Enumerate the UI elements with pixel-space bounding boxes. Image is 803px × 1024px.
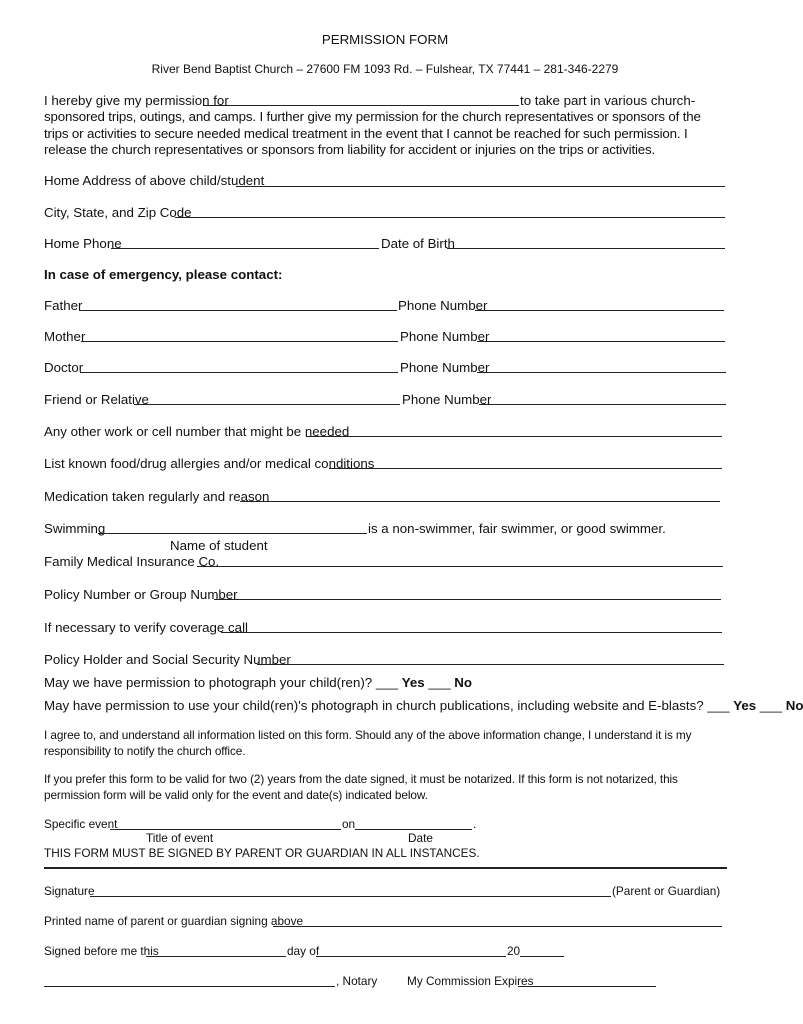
commission-expires-label: My Commission Expires [407,974,534,988]
notary-paragraph: If you prefer this form to be valid for two (2) years from the date signed, it must be notarized. If this form is not notarized, this permission form will be valid only for the event and date(s) indicated below. [44,772,678,802]
swimming-label: Swimming [44,521,106,536]
date-of-birth-label: Date of Birth [381,236,455,251]
allergies-label: List known food/drug allergies and/or medical conditions [44,456,375,471]
insurance-field[interactable] [197,566,723,567]
photo-use-no-label: No [785,698,803,713]
event-title-field[interactable] [110,829,341,830]
doctor-field[interactable] [80,372,398,373]
church-info: River Bend Baptist Church – 27600 FM 1093 Rd. – Fulshear, TX 77441 – 281-346-2279 [151,62,619,76]
parent-guardian-caption: (Parent or Guardian) [612,884,721,898]
allergies-field[interactable] [329,468,722,469]
photo-use-question-text: May have permission to use your child(ren)'s photograph in church publications, including website and E-blasts? [44,698,704,713]
father-phone-field[interactable] [475,310,724,311]
doctor-phone-field[interactable] [477,372,726,373]
day-of-label: day of [287,944,320,958]
home-address-label: Home Address of above child/student [44,173,265,188]
must-sign-notice: THIS FORM MUST BE SIGNED BY PARENT OR GUARDIAN IN ALL INSTANCES. [44,846,480,860]
photo-use-question [44,698,803,714]
intro-start: I hereby give my permission for [44,93,229,108]
date-of-birth-field[interactable] [447,248,725,249]
date-caption: Date [408,831,433,845]
photo-use-yes-label: Yes [733,698,757,713]
home-phone-label: Home Phone [44,236,122,251]
title-of-event-caption: Title of event [146,831,214,845]
mother-field[interactable] [81,341,398,342]
notary-label: , Notary [336,974,378,988]
on-label: on [342,817,356,831]
photo-no-blank[interactable]: ___ [428,675,451,690]
mother-phone-label: Phone Number [400,329,490,344]
medication-label: Medication taken regularly and reason [44,489,270,504]
friend-label: Friend or Relative [44,392,149,407]
other-number-label: Any other work or cell number that might be needed [44,424,350,439]
notary-signature-field[interactable] [44,986,335,987]
city-state-zip-label: City, State, and Zip Code [44,205,192,220]
divider [44,867,727,869]
friend-field[interactable] [134,404,400,405]
medication-field[interactable] [240,501,720,502]
photo-use-yes-blank[interactable]: ___ [707,698,730,713]
signed-month-field[interactable] [316,956,506,957]
other-number-field[interactable] [306,436,722,437]
verify-call-field[interactable] [221,632,722,633]
printed-name-label: Printed name of parent or guardian signing above [44,914,304,928]
specific-event-label: Specific event [44,817,118,831]
swimming-end-label: is a non-swimmer, fair swimmer, or good swimmer. [368,521,666,536]
doctor-phone-label: Phone Number [400,360,490,375]
friend-phone-label: Phone Number [402,392,492,407]
signature-field[interactable] [90,896,611,897]
city-state-zip-field[interactable] [175,217,725,218]
intro-end: to take part in various church- [520,93,696,108]
photo-yes-label: Yes [401,675,425,690]
photo-question [44,675,472,691]
photo-yes-blank[interactable]: ___ [375,675,399,690]
printed-name-field[interactable] [273,926,722,927]
policy-holder-field[interactable] [257,664,724,665]
period-mark: . [473,817,477,831]
home-address-field[interactable] [236,186,725,187]
signed-day-field[interactable] [146,956,286,957]
photo-use-no-blank[interactable]: ___ [759,698,783,713]
commission-expires-field[interactable] [518,986,656,987]
father-field[interactable] [79,310,397,311]
verify-call-label: If necessary to verify coverage call [44,620,248,635]
swimming-student-field[interactable] [98,533,367,534]
friend-phone-field[interactable] [479,404,726,405]
child-name-field[interactable] [203,105,519,106]
mother-label: Mother [44,329,86,344]
photo-question-text: May we have permission to photograph your child(ren)? [44,675,373,690]
agree-paragraph: I agree to, and understand all information listed on this form. Should any of the above information change, I understand it is my responsibility to notify the church office. [44,728,692,758]
signed-before-label: Signed before me this [44,944,159,958]
form-title: PERMISSION FORM [321,32,449,47]
doctor-label: Doctor [44,360,84,375]
photo-no-label: No [454,675,473,690]
policy-holder-label: Policy Holder and Social Security Number [44,652,291,667]
home-phone-field[interactable] [111,248,379,249]
intro-paragraph: sponsored trips, outings, and camps. I further give my permission for the church representatives or sponsors of the trips or activities to secure needed medical treatment in the event that I cannot be reached for such permission. I release the church representatives or sponsors from liability for accident or injuries on the trips or activities. [44,109,701,157]
year-prefix: 20 [507,944,521,958]
event-date-field[interactable] [355,829,472,830]
father-label: Father [44,298,83,313]
mother-phone-field[interactable] [477,341,725,342]
name-of-student-caption: Name of student [170,538,268,553]
insurance-label: Family Medical Insurance Co. [44,554,220,569]
emergency-heading: In case of emergency, please contact: [44,267,283,282]
policy-number-field[interactable] [214,599,721,600]
policy-number-label: Policy Number or Group Number [44,587,238,602]
signature-label: Signature [44,884,95,898]
signed-year-field[interactable] [520,956,564,957]
father-phone-label: Phone Number [398,298,488,313]
